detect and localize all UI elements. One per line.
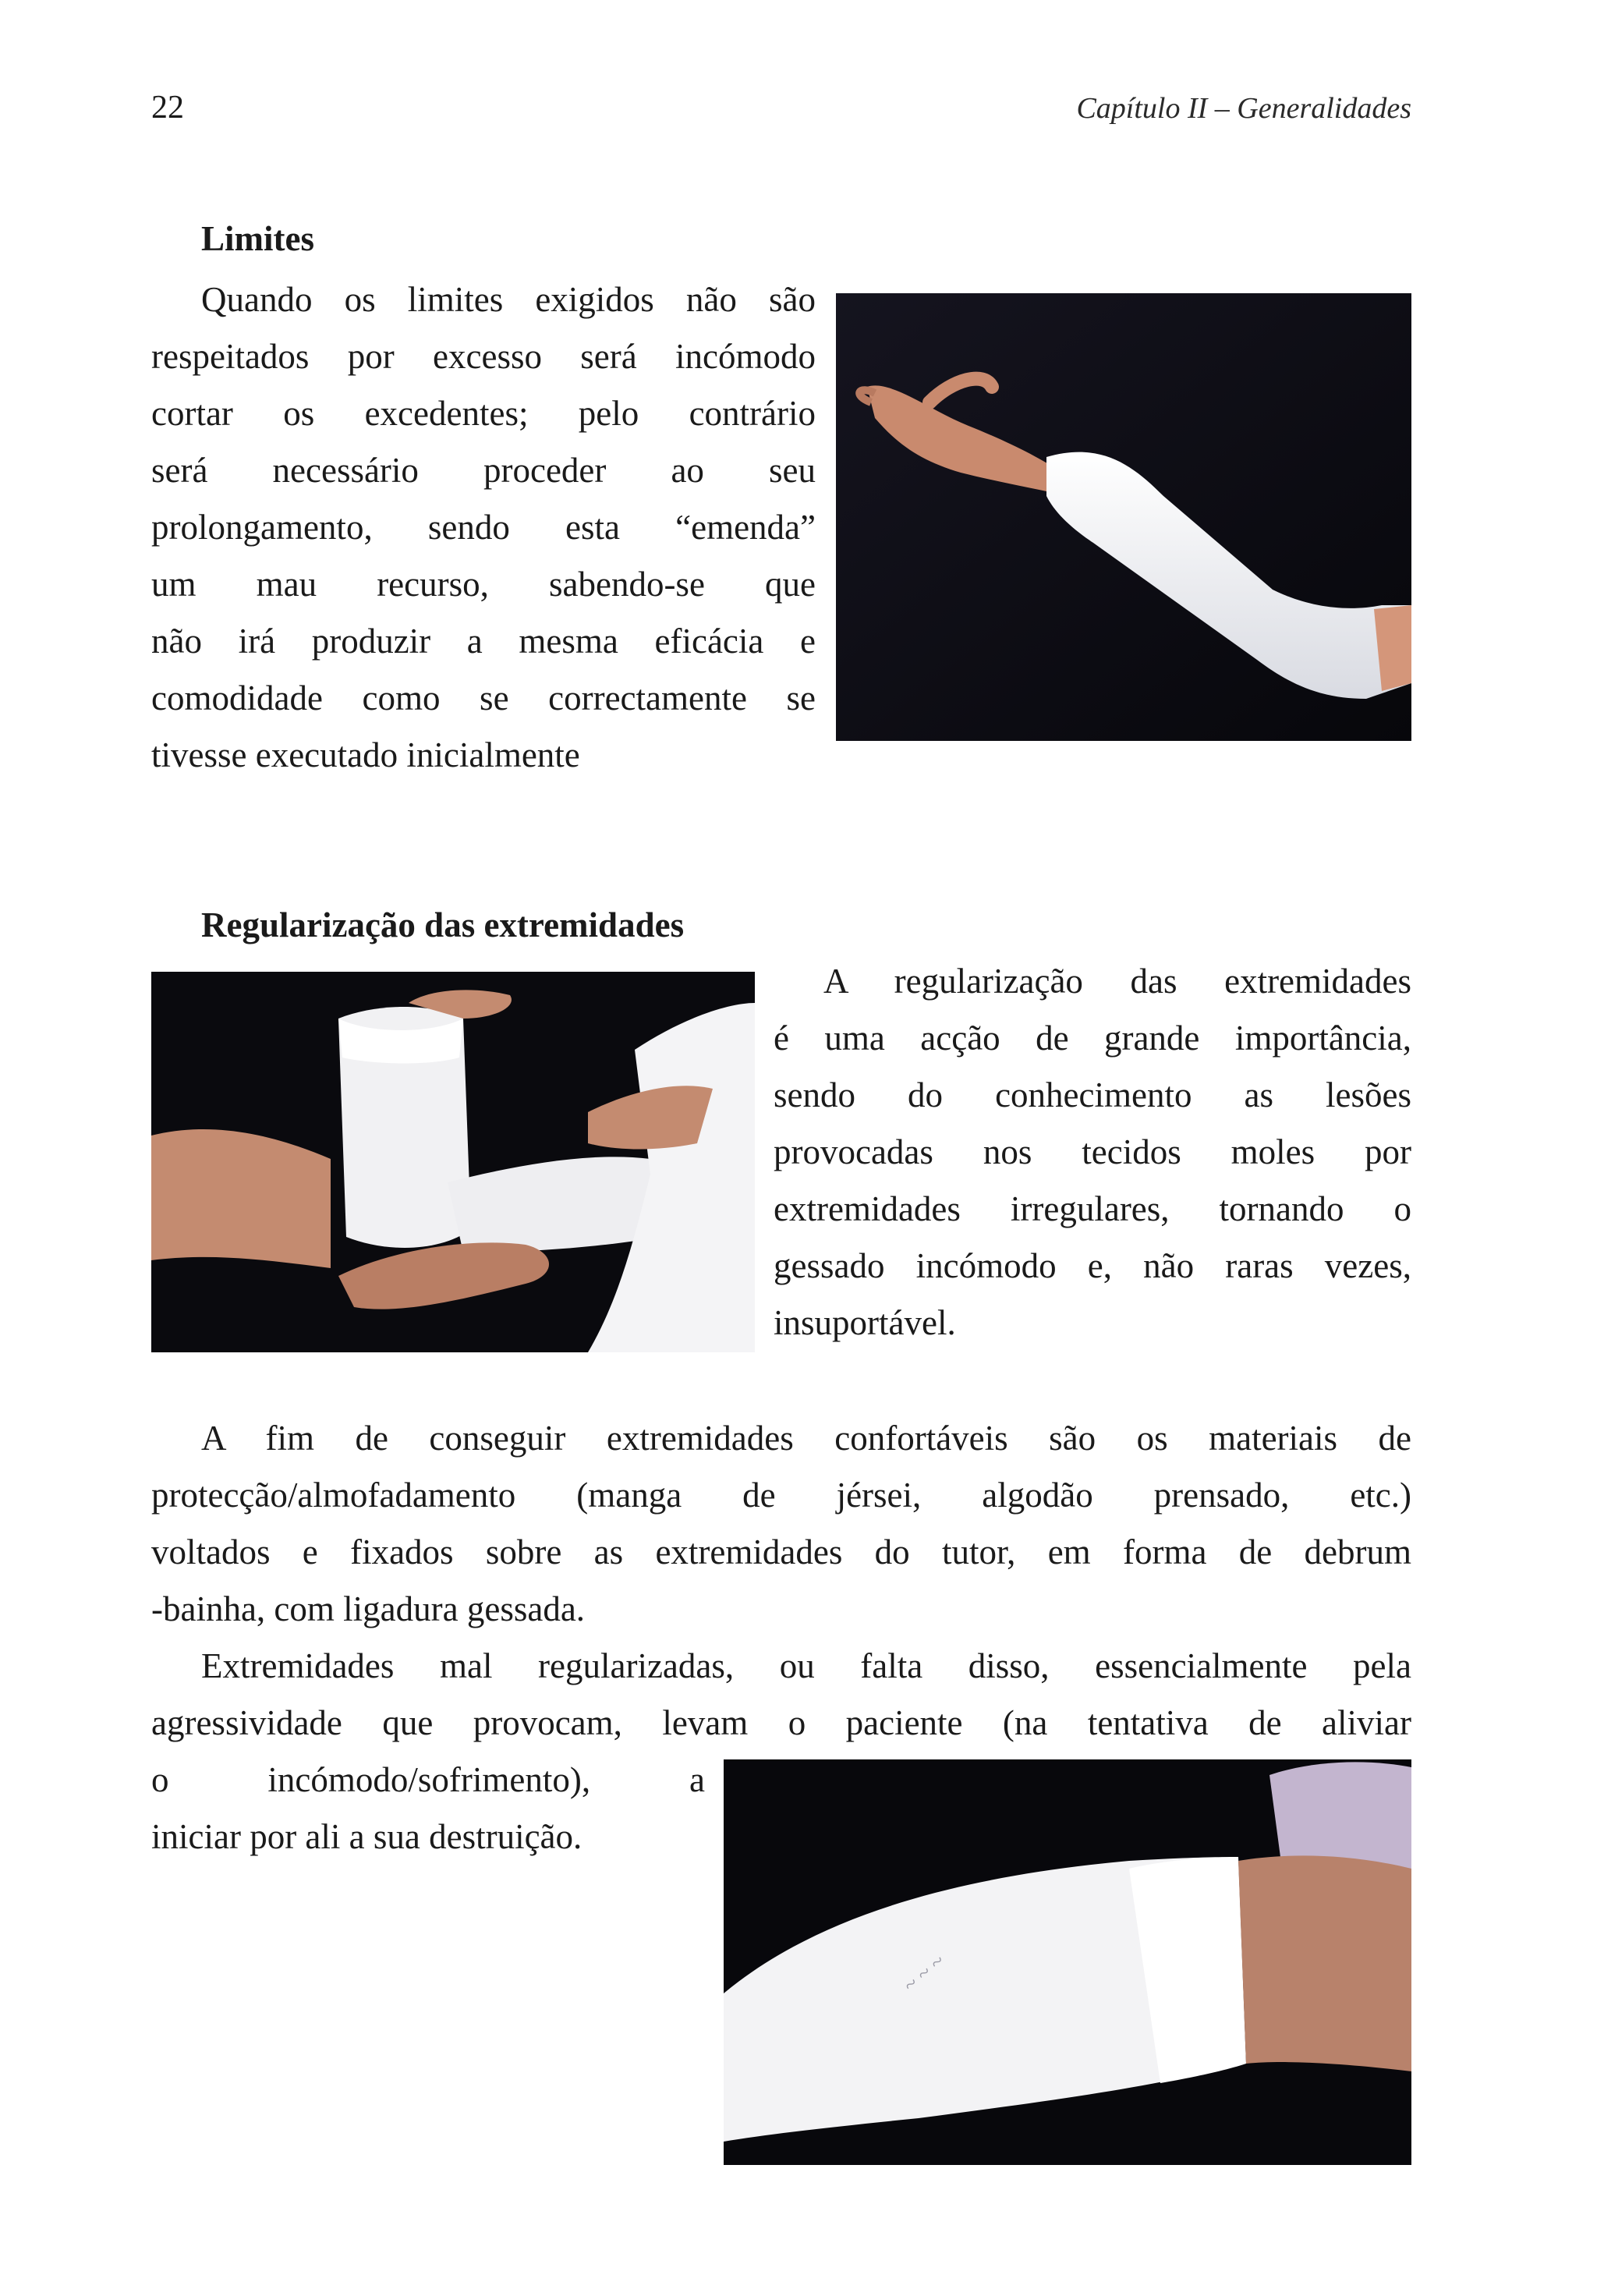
running-header-chapter: Capítulo II – Generalidades xyxy=(1076,92,1411,125)
text-line: sendo do conhecimento as lesões xyxy=(774,1075,1411,1114)
paragraph-fim xyxy=(151,1410,1411,1638)
photo-hands-regularizing-edge xyxy=(151,972,755,1352)
paragraph-limites xyxy=(151,271,816,784)
text-line: iniciar por ali a sua destruição. xyxy=(151,1817,582,1856)
text-line: cortar os excedentes; pelo contrário xyxy=(151,394,816,433)
paragraph-extremidades-full xyxy=(151,1638,1411,1752)
text-line: provocadas nos tecidos moles por xyxy=(774,1132,1411,1171)
heading-limites: Limites xyxy=(201,219,314,258)
svg-text:~ ~ ~: ~ ~ ~ xyxy=(898,1949,951,1998)
photo-forearm-cast xyxy=(836,293,1411,741)
page-number: 22 xyxy=(151,90,184,126)
text-line: comodidade como se correctamente se xyxy=(151,679,816,718)
text-line: agressividade que provocam, levam o paciente (na tentativa de aliviar xyxy=(151,1703,1411,1742)
heading-regularizacao: Regularização das extremidades xyxy=(201,905,685,944)
paragraph-extremidades-narrow xyxy=(151,1752,705,1866)
text-line: protecção/almofadamento (manga de jérsei, algodão prensado, etc.) xyxy=(151,1476,1411,1515)
text-line: A fim de conseguir extremidades confortáveis são os materiais de xyxy=(201,1419,1411,1458)
text-line: extremidades irregulares, tornando o xyxy=(774,1189,1411,1228)
text-line: Extremidades mal regularizadas, ou falta disso, essencialmente pela xyxy=(201,1646,1411,1685)
text-line: insuportável. xyxy=(774,1303,956,1342)
text-line: é uma acção de grande importância, xyxy=(774,1019,1411,1058)
text-line: não irá produzir a mesma eficácia e xyxy=(151,622,816,661)
text-line: Quando os limites exigidos não são xyxy=(201,280,816,319)
text-line: A regularização das extremidades xyxy=(823,962,1411,1001)
text-line: será necessário proceder ao seu xyxy=(151,451,816,490)
photo-leg-cast xyxy=(724,1759,1411,2165)
text-line: voltados e fixados sobre as extremidades do tutor, em forma de debrum xyxy=(151,1532,1411,1571)
text-line: gessado incómodo e, não raras vezes, xyxy=(774,1246,1411,1285)
text-line: um mau recurso, sabendo-se que xyxy=(151,565,816,604)
text-line: o incómodo/sofrimento), a xyxy=(151,1760,705,1799)
text-line: tivesse executado inicialmente xyxy=(151,735,580,774)
text-line: prolongamento, sendo esta “emenda” xyxy=(151,508,816,547)
paragraph-regularizacao xyxy=(774,953,1411,1352)
text-line: respeitados por excesso será incómodo xyxy=(151,337,816,376)
text-line: -bainha, com ligadura gessada. xyxy=(151,1589,586,1628)
